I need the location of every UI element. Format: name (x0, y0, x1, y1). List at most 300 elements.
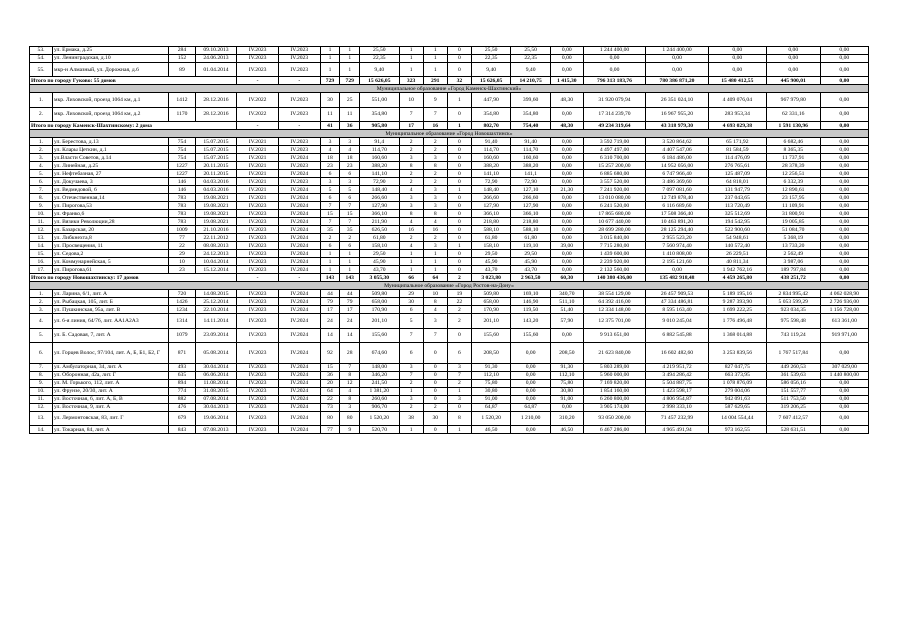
table-cell: 3 (447, 395, 471, 403)
address-cell: ул. Ленинградская, д.10 (53, 55, 169, 63)
table-cell: IV.2024 (278, 411, 320, 425)
table-cell: 45,90 (511, 258, 550, 266)
table-cell: 8 (423, 298, 447, 306)
table-cell: 119,50 (511, 306, 550, 314)
table-cell: 0 (447, 138, 471, 146)
table-cell: 15.07.2015 (195, 154, 237, 162)
total-cell: 14 210,75 (511, 77, 550, 85)
table-cell: 07.08.2014 (195, 395, 237, 403)
table-cell: IV.2023 (237, 290, 279, 298)
table-cell: 158,10 (471, 242, 510, 250)
table-cell: 9 010 245,04 (646, 314, 709, 328)
table-cell: 0,00 (820, 202, 868, 210)
table-cell: 0 (447, 210, 471, 218)
table-cell: 4 (340, 146, 360, 154)
table-cell: 774 (169, 387, 195, 395)
table-cell: 23 (340, 162, 360, 170)
total-cell: 64 (423, 274, 447, 282)
table-cell: 3 (399, 194, 423, 202)
table-cell: 71 457 232,99 (646, 411, 709, 425)
table-cell: 0,00 (550, 170, 583, 178)
table-cell: 8 (340, 371, 360, 379)
table-cell: 8 (447, 411, 471, 425)
total-cell: 143 (320, 274, 340, 282)
table-cell: IV.2023 (237, 426, 279, 434)
table-cell: 3 (320, 138, 340, 146)
row-number-cell: 15. (30, 250, 53, 258)
table-cell: 0 (423, 387, 447, 395)
table-cell: IV.2023 (237, 210, 279, 218)
table-cell: 1 (423, 266, 447, 274)
table-cell: 125 487,09 (708, 170, 766, 178)
table-cell: IV.2022 (237, 93, 279, 107)
table-cell: IV.2021 (237, 138, 279, 146)
table-cell: 2 195 121,60 (646, 258, 709, 266)
table-cell: 46,50 (550, 426, 583, 434)
table-cell: 0,00 (550, 226, 583, 234)
table-cell: 92 (320, 342, 340, 363)
table-cell: 0 (447, 154, 471, 162)
table-cell: 43,70 (511, 266, 550, 274)
total-label: Итого по городу Каменск-Шахтинскому: 2 дома (30, 122, 237, 130)
table-cell: 366,10 (511, 210, 550, 218)
table-cell: 113 720,49 (708, 202, 766, 210)
table-cell: 4 (399, 186, 423, 194)
table-cell: 0 (447, 178, 471, 186)
total-cell: - (278, 77, 320, 85)
table-cell: 0,00 (766, 55, 820, 63)
table-cell: IV.2023 (237, 250, 279, 258)
table-cell: 73 (320, 403, 340, 411)
table-cell: IV.2023 (237, 379, 279, 387)
address-cell: ул. Либкнехта,8 (53, 234, 169, 242)
table-cell: 1 439 600,00 (583, 250, 646, 258)
row-number-cell: 11. (30, 218, 53, 226)
table-cell: 1 (340, 47, 360, 55)
table-cell: 3 520 864,62 (646, 138, 709, 146)
table-cell: 0,00 (820, 218, 868, 226)
table-cell: 2 (447, 306, 471, 314)
table-cell: 894 (169, 379, 195, 387)
table-cell: 9 (423, 93, 447, 107)
row-number-cell: 8. (30, 194, 53, 202)
table-cell: 0,00 (550, 154, 583, 162)
table-cell: 4 (423, 306, 447, 314)
table-cell: 160,60 (471, 154, 510, 162)
table-cell: 0 (447, 403, 471, 411)
table-cell: 146,90 (511, 298, 550, 306)
table-cell: IV.2023 (237, 328, 279, 342)
table-row (30, 328, 869, 342)
address-cell: ул. Отечественная,14 (53, 194, 169, 202)
table-cell: 0,00 (550, 250, 583, 258)
address-cell: ул. Восточная, 9, лит. А (53, 403, 169, 411)
table-row (30, 403, 869, 411)
table-cell: 1 (423, 63, 447, 77)
table-cell: 0,00 (646, 266, 709, 274)
table-cell: 48,30 (550, 93, 583, 107)
table-cell: 12 (340, 379, 360, 387)
table-cell: 26 457 909,53 (646, 290, 709, 298)
table-cell: 7 (399, 371, 423, 379)
table-cell: 0,00 (820, 194, 868, 202)
row-number-cell: 14. (30, 242, 53, 250)
table-cell: 587 629,65 (708, 403, 766, 411)
table-cell: 7 607 412,57 (766, 411, 820, 425)
table-row (30, 250, 869, 258)
table-cell: 65 171,92 (708, 138, 766, 146)
table-cell: 0,00 (820, 47, 868, 55)
table-cell: IV.2024 (278, 306, 320, 314)
total-cell: 323 (399, 77, 423, 85)
table-cell: 6 467 286,00 (583, 426, 646, 434)
table-cell: 0 (447, 47, 471, 55)
table-cell: IV.2023 (237, 403, 279, 411)
table-cell: 1426 (169, 298, 195, 306)
table-cell: IV.2024 (278, 342, 320, 363)
table-cell: IV.2024 (278, 290, 320, 298)
table-row (30, 202, 869, 210)
table-cell: 2 (399, 234, 423, 242)
table-cell: 51,40 (550, 306, 583, 314)
table-cell: 2 (423, 138, 447, 146)
table-cell: 449 260,53 (766, 363, 820, 371)
table-cell: 1 (399, 55, 423, 63)
table-cell: 7 (399, 328, 423, 342)
table-cell: 77 (320, 426, 340, 434)
address-cell: мкр-н Алмазный, ул. Дорожная, д.6 (53, 63, 169, 77)
table-cell: IV.2023 (237, 363, 279, 371)
table-cell: 522 900,60 (708, 226, 766, 234)
table-cell: 7 (423, 107, 447, 121)
table-cell: 31 920 079,94 (583, 93, 646, 107)
table-cell: 2 (423, 178, 447, 186)
table-cell: 2 (423, 403, 447, 411)
table-cell: IV.2024 (278, 426, 320, 434)
table-cell: 4 806 954,87 (646, 395, 709, 403)
table-cell: IV.2024 (278, 250, 320, 258)
row-number-cell: 53. (30, 47, 53, 55)
table-cell: 140 572,40 (708, 242, 766, 250)
table-row (30, 162, 869, 170)
table-cell: 14 (340, 328, 360, 342)
total-cell: - (278, 274, 320, 282)
table-cell: 1227 (169, 170, 195, 178)
table-cell: 5 803 289,00 (583, 363, 646, 371)
table-cell: 14 (320, 328, 340, 342)
row-number-cell: 4. (30, 162, 53, 170)
row-number-cell: 2. (30, 298, 53, 306)
table-cell: 04.03.2016 (195, 186, 237, 194)
total-cell: 0,00 (820, 274, 868, 282)
table-cell: 0,00 (511, 379, 550, 387)
table-cell: 7 097 081,60 (646, 186, 709, 194)
address-cell: ул. Оборонная, 42а, лит. Г (53, 371, 169, 379)
table-cell: 1 (320, 63, 340, 77)
table-cell: IV.2023 (237, 218, 279, 226)
table-cell: 43,70 (360, 266, 399, 274)
table-cell: 8 (340, 395, 360, 403)
table-cell: 4 497 497,00 (583, 146, 646, 154)
table-cell: 91,30 (471, 363, 510, 371)
table-cell: 0 (423, 342, 447, 363)
table-cell: 1 767 517,84 (766, 342, 820, 363)
table-cell: 25,50 (511, 47, 550, 55)
table-cell: IV.2024 (278, 403, 320, 411)
table-cell: 0,00 (766, 63, 820, 77)
table-cell: IV.2024 (278, 194, 320, 202)
table-cell: 3 (340, 403, 360, 411)
table-cell: 2 (399, 138, 423, 146)
table-cell: IV.2024 (278, 379, 320, 387)
table-cell: IV.2024 (278, 363, 320, 371)
table-cell: 8 365,35 (766, 146, 820, 154)
table-cell: 26 229,51 (708, 250, 766, 258)
address-cell: мкр. Лиховской, проезд 1064 км, д.2 (53, 107, 169, 121)
table-cell: 0,00 (511, 342, 550, 363)
table-cell: 4 062 028,90 (820, 290, 868, 298)
table-cell: 16 (399, 226, 423, 234)
table-cell: 346,20 (360, 371, 399, 379)
table-cell: 3 (320, 178, 340, 186)
table-cell: 975 598,48 (766, 314, 820, 328)
table-cell: IV.2023 (278, 162, 320, 170)
total-cell: 291 (423, 77, 447, 85)
total-cell: 60,30 (550, 274, 583, 282)
table-cell: 3 (423, 186, 447, 194)
table-cell: IV.2024 (278, 234, 320, 242)
table-cell: 9 287 393,90 (708, 298, 766, 306)
table-cell: 15.07.2015 (195, 138, 237, 146)
housing-resettlement-table (29, 46, 869, 434)
total-cell: 143 (340, 274, 360, 282)
table-cell: IV.2021 (237, 154, 279, 162)
table-cell: 64 (320, 387, 340, 395)
table-cell: 0,00 (550, 47, 583, 55)
table-cell: 679 (169, 411, 195, 425)
table-cell: 31.08.2015 (195, 387, 237, 395)
table-cell: 29 (169, 250, 195, 258)
table-cell: 0,00 (820, 342, 868, 363)
row-number-cell: 16. (30, 258, 53, 266)
table-row (30, 266, 869, 274)
table-cell: 325 512,69 (708, 210, 766, 218)
table-row (30, 363, 869, 371)
row-number-cell: 17. (30, 266, 53, 274)
table-cell: 64 818,01 (708, 178, 766, 186)
table-cell: 2 (447, 314, 471, 328)
table-cell: 0 (447, 194, 471, 202)
table-cell: 6 (447, 342, 471, 363)
table-cell: 141,1 (511, 170, 550, 178)
table-cell: 30.04.2014 (195, 363, 237, 371)
table-cell: 0,00 (583, 63, 646, 77)
total-cell: 41 (320, 122, 340, 130)
address-cell: ул. Ведмедовой, 6 (53, 186, 169, 194)
table-cell: 2 (399, 379, 423, 387)
table-cell: 0 (447, 146, 471, 154)
table-cell: 0 (423, 379, 447, 387)
table-cell: 1 (399, 63, 423, 77)
table-row (30, 63, 869, 77)
table-cell: IV.2022 (237, 107, 279, 121)
table-cell: 0,00 (820, 387, 868, 395)
table-cell: 64,87 (471, 403, 510, 411)
row-number-cell: 14. (30, 426, 53, 434)
table-cell: 0,00 (820, 186, 868, 194)
address-cell: мкр. Лиховской, проезд 1064 км, д.1 (53, 93, 169, 107)
table-cell: 658,00 (360, 298, 399, 306)
total-cell: 796 313 183,76 (583, 77, 646, 85)
table-cell: 7 169 820,00 (583, 379, 646, 387)
table-cell: 7 (399, 107, 423, 121)
table-cell: IV.2024 (278, 328, 320, 342)
table-cell: 6 (340, 242, 360, 250)
table-cell: 9 (340, 426, 360, 434)
table-cell: 14 004 554,44 (708, 411, 766, 425)
table-cell: 23 (320, 162, 340, 170)
table-cell: 1 156 728,00 (820, 306, 868, 314)
table-cell: 1 (399, 258, 423, 266)
table-cell: 0,00 (820, 55, 868, 63)
table-cell: 1 (447, 93, 471, 107)
table-cell: 14.08.2015 (195, 290, 237, 298)
table-cell: 24.06.2013 (195, 55, 237, 63)
total-cell: 36 (340, 122, 360, 130)
table-cell: 6 260 800,00 (583, 395, 646, 403)
table-cell: 3 486 369,60 (646, 178, 709, 186)
table-row (30, 379, 869, 387)
table-cell: 0,00 (550, 162, 583, 170)
table-cell: 38 (399, 411, 423, 425)
row-number-cell: 2. (30, 107, 53, 121)
table-cell: IV.2023 (237, 298, 279, 306)
table-cell: 51 084,70 (766, 226, 820, 234)
table-cell: 3 (340, 178, 360, 186)
table-cell: 17 (340, 306, 360, 314)
table-cell: 9 913 651,00 (583, 328, 646, 342)
address-cell: ул. Вязики Революции,28 (53, 218, 169, 226)
table-cell: 783 (169, 218, 195, 226)
table-cell: 2 (399, 178, 423, 186)
total-cell: 43 318 979,30 (646, 122, 709, 130)
table-cell: 0,00 (766, 47, 820, 55)
address-cell: ул. 6-я линия, 64/76, лит. АА1А2А3 (53, 314, 169, 328)
row-number-cell: 7. (30, 186, 53, 194)
table-cell: 06.06.2014 (195, 371, 237, 379)
table-cell: 11 (320, 107, 340, 121)
table-cell: IV.2023 (237, 202, 279, 210)
total-cell: 729 (340, 77, 360, 85)
section-header-row (30, 85, 869, 93)
table-cell: IV.2023 (237, 411, 279, 425)
table-cell: 0,00 (820, 234, 868, 242)
table-cell: IV.2023 (237, 234, 279, 242)
total-cell: 1 591 130,96 (766, 122, 820, 130)
table-cell: 23 (169, 266, 195, 274)
table-cell: 0,00 (820, 258, 868, 266)
table-cell: 1 (447, 242, 471, 250)
table-cell: 276 765,61 (708, 162, 766, 170)
table-cell: 0,00 (820, 403, 868, 411)
table-cell: 0 (447, 234, 471, 242)
table-row (30, 170, 869, 178)
table-row (30, 93, 869, 107)
table-cell: 4 (399, 218, 423, 226)
table-cell: 3 (423, 242, 447, 250)
table-cell: 4 965 491,94 (646, 426, 709, 434)
table-cell: 15.07.2015 (195, 146, 237, 154)
table-cell: 4 407 547,06 (646, 146, 709, 154)
table-cell: IV.2024 (278, 170, 320, 178)
table-cell: 72,90 (471, 178, 510, 186)
table-cell: 2 (423, 170, 447, 178)
table-cell: 22 (169, 242, 195, 250)
table-cell: 29 (399, 290, 423, 298)
table-cell: 399,60 (511, 93, 550, 107)
table-cell: 1009 (169, 226, 195, 234)
table-cell: 7 (340, 218, 360, 226)
table-cell: 81 584,59 (708, 146, 766, 154)
table-cell: IV.2024 (278, 210, 320, 218)
table-cell: 4 219 951,72 (646, 363, 709, 371)
table-cell: 28 699 280,00 (583, 226, 646, 234)
table-cell: IV.2023 (237, 47, 279, 55)
table-cell: IV.2024 (278, 186, 320, 194)
table-cell: 0,00 (550, 146, 583, 154)
table-cell: 0,00 (550, 178, 583, 186)
table-cell: IV.2024 (278, 395, 320, 403)
table-cell: 91,00 (471, 395, 510, 403)
table-cell: 6 (320, 242, 340, 250)
table-cell: 1 078 876,09 (708, 379, 766, 387)
table-cell: 18 (340, 154, 360, 162)
table-cell: 266,60 (511, 194, 550, 202)
table-cell: 54 948,61 (708, 234, 766, 242)
row-number-cell: 7. (30, 363, 53, 371)
table-row (30, 290, 869, 298)
table-cell: 12 890,61 (766, 186, 820, 194)
table-cell: 0,00 (708, 47, 766, 55)
table-cell: 89 (169, 63, 195, 77)
table-cell: 366,10 (471, 210, 510, 218)
table-cell: 201,10 (360, 314, 399, 328)
table-cell: 10 (423, 290, 447, 298)
table-cell: 44 (340, 290, 360, 298)
table-cell: 91,40 (471, 138, 510, 146)
table-cell: 1 520,20 (360, 411, 399, 425)
table-cell: 3 494 286,42 (646, 371, 709, 379)
table-cell: 1 440 800,00 (820, 371, 868, 379)
table-cell: 754 (169, 146, 195, 154)
table-cell: 942 091,63 (708, 395, 766, 403)
table-cell: 0,00 (550, 266, 583, 274)
address-cell: ул. Пирогова,61 (53, 266, 169, 274)
table-cell: 143,20 (511, 314, 550, 328)
table-cell: 1 (399, 250, 423, 258)
table-row (30, 194, 869, 202)
row-number-cell: 13. (30, 234, 53, 242)
table-cell: 7 560 974,40 (646, 242, 709, 250)
table-cell: 388,20 (360, 162, 399, 170)
address-cell: ул.Власти Советов, д.14 (53, 154, 169, 162)
total-row (30, 77, 869, 85)
table-cell: 10 (169, 258, 195, 266)
table-cell: 141,10 (360, 170, 399, 178)
row-number-cell: 13. (30, 411, 53, 425)
table-cell: 0,00 (550, 210, 583, 218)
table-cell: 447,90 (471, 93, 510, 107)
